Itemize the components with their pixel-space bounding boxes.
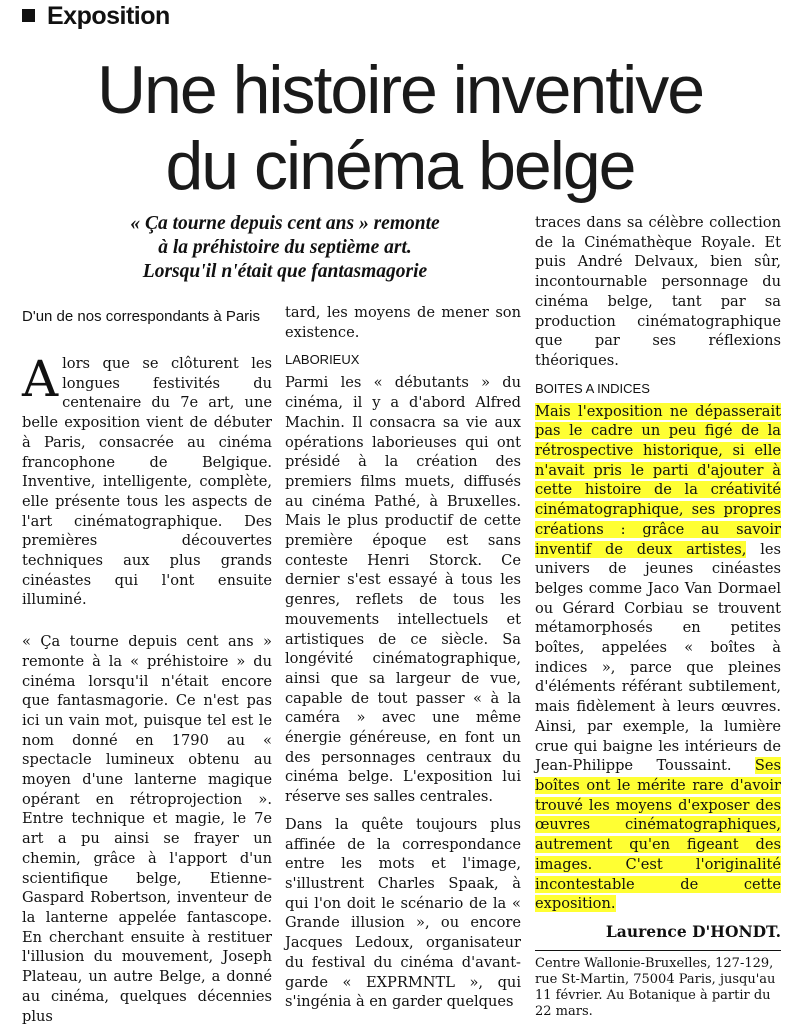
subhead-laborieux: LABORIEUX [285, 352, 360, 368]
paragraph-continuation: tard, les moyens de mener son existence. [285, 304, 521, 341]
correspondent-byline: D'un de nos correspondants à Paris [22, 308, 261, 325]
paragraph-delvaux: traces dans sa célèbre collection de la Cinémathèque Royale. Et puis André Delvaux, bien sûr, incontournable personnage du cinéma belge, tant par sa production cinématographique que par ses réflexions théoriques. [535, 214, 781, 369]
drop-cap: A [22, 350, 59, 408]
paragraph-boites [535, 402, 781, 914]
paragraph-intro [22, 350, 272, 610]
deck-line-3: Lorsqu'il n'était que fantasmagorie [142, 261, 428, 282]
author-signature: Laurence D'HONDT. [605, 921, 781, 941]
paragraph-intro-text: lors que se clôturent les longues festivités du centenaire du 7e art, une belle exposition vient de débuter à Paris, consacrée au cinéma francophone de Belgique. Inventive, intelligente, complète, elle présente tous les aspects de l'art cinématographique. Des premières découvertes techniques aux plus grands cinéastes qui l'ont ensuite illuminé. [22, 355, 272, 609]
article-column-1 [22, 308, 272, 1026]
deck-line-1: « Ça tourne depuis cent ans » remonte [130, 213, 440, 234]
article-deck [40, 212, 530, 284]
exhibition-info: Centre Wallonie-Bruxelles, 127-129, rue St-Martin, 75004 Paris, jusqu'au 11 février. Au Botanique à partir du 22 mars. [535, 950, 781, 1020]
deck-line-2: à la préhistoire du septième art. [158, 237, 412, 258]
headline-line-2: du cinéma belge [165, 128, 635, 204]
headline [0, 52, 800, 204]
subhead-boites-a-indices: BOITES A INDICES [535, 380, 650, 396]
paragraph-prehistory: « Ça tourne depuis cent ans » remonte à la « préhistoire » du cinéma lorsqu'il n'était encore que fantasmagorie. Ce n'est pas ici un vain mot, puisque tel est le nom donné en 1790 au « spectacle lumineux obtenu au moyen d'une lanterne magique opérant en rétroprojection ». Entre technique et magie, le 7e art a pu ainsi se frayer un chemin, grâce à l'apport d'un scientifique belge, Etienne-Gaspard Robertson, inventeur de la lanterne appelée fantascope. En cherchant ensuite à restituer l'illusion du mouvement, Joseph Plateau, un autre Belge, a donné au cinéma, quelques décennies plus [22, 633, 272, 1025]
highlighted-passage-1: Mais l'exposition ne dépasserait pas le cadre un peu figé de la rétrospective historique, si elle n'avait pris le parti d'ajouter à cette histoire de la créativité cinématographique, ses propres créations : grâce au savoir inventif de deux artistes, [535, 402, 781, 558]
headline-line-1: Une histoire inventive [96, 52, 704, 128]
paragraph-boites-text: les univers de jeunes cinéastes belges comme Jaco Van Dormael ou Gérard Corbiau se trouvent métamorphosés en petites boîtes, appelées « boîtes à indices », parce que pleines d'éléments référant subtilement, mais fidèlement à leurs œuvres. Ainsi, par exemple, la lumière crue qui baigne les intérieurs de Jean-Philippe Toussaint. [535, 540, 781, 775]
section-rubric [22, 2, 170, 31]
rubric-square-icon [22, 9, 35, 22]
rubric-label: Exposition [47, 2, 170, 30]
article-column-2 [285, 303, 521, 1012]
paragraph-correspondance: Dans la quête toujours plus affinée de la correspondance entre les mots et l'image, s'illustrent Charles Spaak, à qui l'on doit le scénario de la « Grande illusion », ou encore Jacques Ledoux, organisateur du festival du cinéma d'avant-garde « EXPRMNTL », qui s'ingénia à en garder quelques [285, 815, 521, 1011]
paragraph-debutants: Parmi les « débutants » du cinéma, il y a d'abord Alfred Machin. Il consacra sa vie aux opérations laborieuses qui ont présidé à la création des premiers films muets, diffusés au cinéma Pathé, à Bruxelles. Mais le plus productif de cette première époque est sans conteste Henri Storck. Ce dernier s'est essayé à tous les genres, reflets de tous les mouvements intellectuels et artistiques de ce siècle. Sa longévité cinématographique, ainsi que sa largeur de vue, capable de tout passer « à la caméra » avec une même énergie généreuse, en font un des personnages centraux du cinéma belge. L'exposition lui réserve ses salles centrales. [285, 374, 521, 806]
highlighted-passage-2: Ses boîtes ont le mérite rare d'avoir trouvé les moyens d'exposer des œuvres cinématographiques, autrement qu'en figeant des images. C'est l'originalité incontestable de cette exposition. [535, 757, 781, 913]
article-column-3 [535, 213, 781, 1020]
